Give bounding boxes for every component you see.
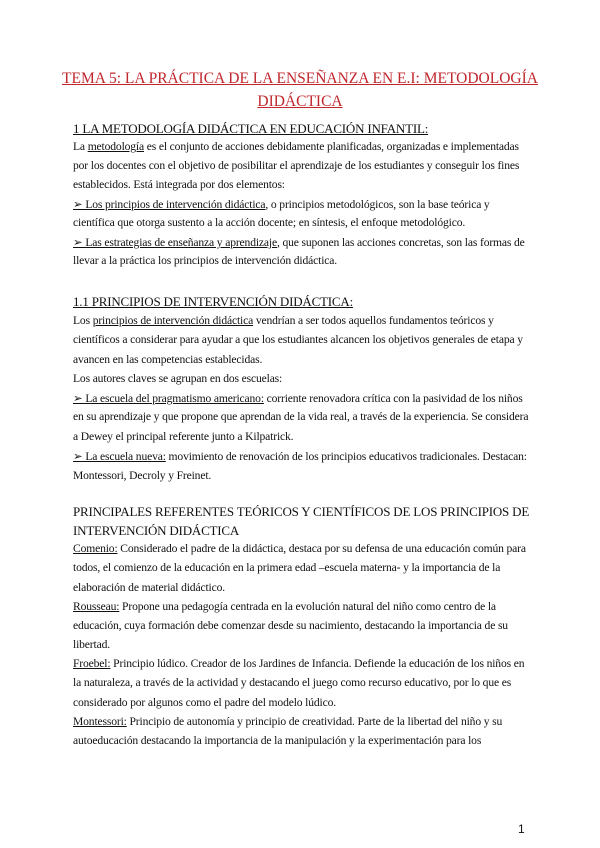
paragraph-line: [73, 449, 527, 463]
paragraph-line: [73, 216, 465, 229]
text-run: considerado por algunos como el padre del modelo lúdico.: [73, 696, 337, 709]
underlined-term: 1 LA METODOLOGÍA DIDÁCTICA EN EDUCACIÓN INFANTIL:: [73, 121, 429, 136]
underlined-term: 1.1 PRINCIPIOS DE INTERVENCIÓN DIDÁCTICA:: [73, 294, 354, 309]
paragraph-line: [73, 581, 225, 594]
underlined-term: ➢ La escuela nueva:: [73, 450, 166, 463]
text-run: científica que otorga sustento a la acción docente; en síntesis, el enfoque metodológico.: [73, 216, 466, 229]
underlined-term: metodología: [87, 140, 144, 153]
underlined-term: principios de intervención didáctica: [92, 314, 254, 327]
paragraph-line: [73, 561, 500, 574]
paragraph-line: [73, 715, 502, 728]
text-run: elaboración de material didáctico.: [73, 581, 225, 594]
text-run: Los: [73, 314, 93, 327]
paragraph-line: [73, 372, 282, 385]
text-run: establecidos. Está integrada por dos elementos:: [73, 178, 285, 191]
underlined-term: ➢ Los principios de intervención didáctica: [73, 198, 266, 211]
paragraph-line: [73, 542, 526, 555]
text-run: Principio de autonomía y principio de creatividad. Parte de la libertad del niño y su: [126, 715, 503, 728]
text-run: la naturaleza, a través de la actividad y destacando el juego como recurso educativo, por lo que es: [73, 676, 512, 689]
text-run: científicos a considerar para ayudar a que los estudiantes alcancen los objetivos generales de etapa y: [73, 333, 523, 346]
underlined-term: Rousseau:: [73, 600, 120, 613]
text-run: movimiento de renovación de los principios educativos tradicionales. Destacan:: [165, 450, 527, 463]
text-run: avancen en las competencias establecidas.: [73, 353, 263, 366]
document-title-line-2: DIDÁCTICA: [257, 93, 343, 110]
paragraph-line: [73, 734, 481, 747]
page-number: 1: [518, 822, 525, 836]
paragraph-line: [73, 140, 519, 153]
section-heading: [73, 523, 239, 539]
text-run: autoeducación destacando la importancia de la manipulación y la experimentación para los: [73, 734, 482, 747]
text-run: INTERVENCIÓN DIDÁCTICA: [73, 523, 240, 538]
text-run: educación, cuya formación debe comenzar desde su nacimiento, destacando la importancia de su: [73, 619, 508, 632]
section-heading: [73, 504, 529, 520]
paragraph-line: [73, 314, 494, 327]
underlined-term: Montessori:: [73, 715, 127, 728]
section-heading: [73, 121, 428, 137]
text-run: , o principios metodológicos, son la base teórica y: [265, 198, 490, 211]
paragraph-line: [73, 197, 490, 211]
text-run: todos, el comienzo de la educación en la primera edad –escuela materna- y la importancia de la: [73, 561, 501, 574]
paragraph-line: [73, 638, 110, 651]
text-run: corriente renovadora crítica con la pasividad de los niños: [263, 392, 523, 405]
text-run: vendrían a ser todos aquellos fundamentos teóricos y: [253, 314, 494, 327]
text-run: Montessori, Decroly y Freinet.: [73, 469, 212, 482]
paragraph-line: [73, 676, 511, 689]
text-run: La: [73, 140, 88, 153]
text-run: Los autores claves se agrupan en dos escuelas:: [73, 372, 283, 385]
section-heading: [73, 294, 353, 310]
text-run: en su aprendizaje y que propone que aprendan de la vida real, a través de la experiencia. Se considera: [73, 410, 529, 423]
text-run: libertad.: [73, 638, 110, 651]
text-run: Principio lúdico. Creador de los Jardines de Infancia. Defiende la educación de los niños en: [110, 657, 525, 670]
text-run: llevar a la práctica los principios de intervención didáctica.: [73, 254, 338, 267]
text-run: a Dewey el principal referente junto a Kilpatrick.: [73, 430, 294, 443]
paragraph-line: [73, 430, 293, 443]
paragraph-line: [73, 619, 508, 632]
paragraph-line: [73, 657, 524, 670]
text-run: es el conjunto de acciones debidamente planificadas, organizadas e implementadas: [144, 140, 519, 153]
paragraph-line: [73, 235, 525, 249]
paragraph-line: [73, 333, 523, 346]
paragraph-line: [73, 353, 262, 366]
underlined-term: Froebel:: [73, 657, 111, 670]
paragraph-line: [73, 696, 336, 709]
paragraph-line: [73, 254, 337, 267]
underlined-term: ➢ La escuela del pragmatismo americano:: [73, 392, 264, 405]
text-run: , que suponen las acciones concretas, son las formas de: [276, 236, 525, 249]
paragraph-line: [73, 410, 528, 423]
paragraph-line: [73, 178, 285, 191]
document-title-line-1: TEMA 5: LA PRÁCTICA DE LA ENSEÑANZA EN E.I: METODOLOGÍA: [62, 70, 538, 87]
paragraph-line: [73, 600, 496, 613]
text-run: PRINCIPALES REFERENTES TEÓRICOS Y CIENTÍFICOS DE LOS PRINCIPIOS DE: [73, 504, 530, 519]
text-run: Considerado el padre de la didáctica, destaca por su defensa de una educación común para: [117, 542, 526, 555]
paragraph-line: [73, 159, 519, 172]
underlined-term: ➢ Las estrategias de enseñanza y aprendizaje: [73, 236, 277, 249]
paragraph-line: [73, 469, 211, 482]
text-run: Propone una pedagogía centrada en la evolución natural del niño como centro de la: [119, 600, 496, 613]
underlined-term: Comenio:: [73, 542, 118, 555]
paragraph-line: [73, 391, 523, 405]
text-run: por los docentes con el objetivo de posibilitar el aprendizaje de los estudiantes y conseguir los fines: [73, 159, 520, 172]
